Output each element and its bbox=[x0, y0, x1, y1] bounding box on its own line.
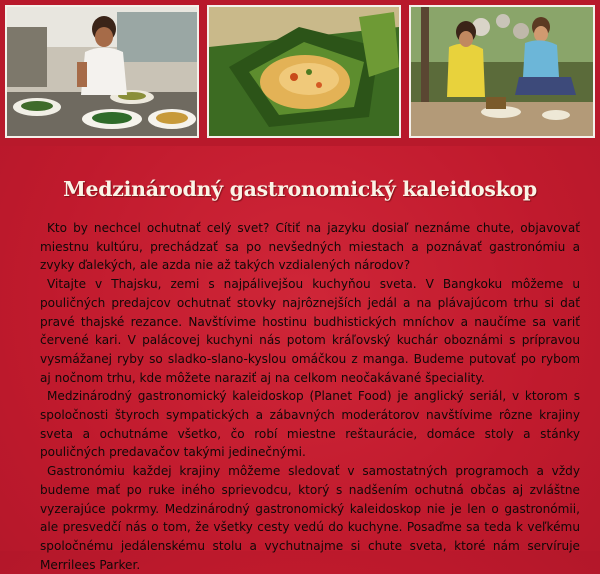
outdoor-cooking-image bbox=[411, 7, 593, 136]
paragraph: Vitajte v Thajsku, zemi s najpálivejšou kuchyňou sveta. V Bangkoku môžeme u pouličných predajcov ochutnať stovky najrôznejších jedál a na plávajúcom trhu si dať pravé thajské rezance. Navštívime hostinu budhistických mníchov a naučíme sa variť červené kari. V palácovej kuchyni nás potom kráľovský kuchár oboznámi s prípravou vysmážanej ryby so sladko-slano-kyslou omáčkou z manga. Budeme putovať po rybom aj nočnom trhu, kde môžete naraziť aj na celkom neočakávané špeciality. bbox=[40, 277, 580, 385]
page-title: Medzinárodný gastronomický kaleidoskop bbox=[63, 177, 537, 201]
curry-in-banana-leaf-image bbox=[209, 7, 399, 136]
outdoor-cooking-photo bbox=[409, 5, 595, 138]
restaurant-buffet-photo bbox=[5, 5, 199, 138]
curry-in-banana-leaf-photo bbox=[207, 5, 401, 138]
paragraph: Medzinárodný gastronomický kaleidoskop (Planet Food) je anglický seriál, v ktorom s spoločnosti štyroch sympatických a zábavných moderátorov navštívime rôzne krajiny sveta a ochutnáme všetko, čo robí miestne reštaurácie, domáce stoly a stánky pouličných predavačov takými jedinečnými. bbox=[40, 389, 580, 460]
article-body bbox=[40, 219, 580, 574]
restaurant-buffet-image bbox=[7, 7, 197, 136]
paragraph: Kto by nechcel ochutnať celý svet? Cítiť na jazyku dosiaľ neznáme chute, objavovať miestnu kultúru, prechádzať sa po nevšedných miestach a poznávať gastronómiu a zvyky ďalekých, ale azda nie až takých vzdialených národov? bbox=[40, 221, 580, 273]
paragraph: Gastronómiu každej krajiny môžeme sledovať v samostatných programoch a vždy budeme mať po ruke iného sprievodcu, ktorý s nadšením ochutná občas aj zvláštne vyzerajúce pokrmy. Medzinárodný gastronomický kaleidoskop nie je len o gastronómii, ale presvedčí nás o tom, že všetky cesty vedú do kuchyne. Posaďme sa teda k veľkému spoločnému jedálenskému stolu a vychutnajme si chute sveta, ktoré nám servíruje Merrilees Parker. bbox=[40, 464, 580, 572]
photo-strip bbox=[0, 0, 600, 146]
